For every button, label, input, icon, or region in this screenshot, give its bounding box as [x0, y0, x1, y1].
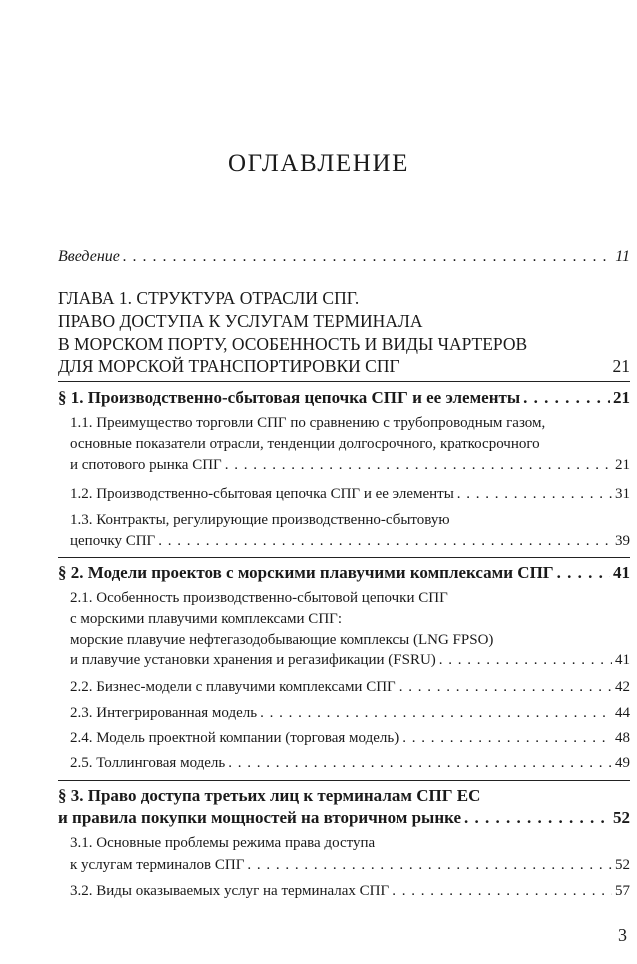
- toc-entry-page: 49: [615, 755, 630, 771]
- subsection-line: 1.2. Производственно-сбытовая цепочка СПГ и ее элементы: [70, 486, 454, 502]
- divider: [58, 557, 630, 558]
- chapter-title-line: В МОРСКОМ ПОРТУ, ОСОБЕННОСТЬ И ВИДЫ ЧАРТЕРОВ: [58, 334, 528, 354]
- leader-dots: [523, 388, 610, 408]
- subsection-line: и спотового рынка СПГ: [70, 457, 222, 473]
- toc-entry-chapter-1: [58, 356, 630, 377]
- subsection-line: к услугам терминалов СПГ: [70, 857, 245, 873]
- subsection-line: цепочку СПГ: [70, 533, 156, 549]
- toc-entry-page: 11: [615, 248, 630, 265]
- toc-entry-page: 48: [615, 730, 630, 746]
- section-title: § 1. Производственно-сбытовая цепочка СПГ и ее элементы: [58, 388, 521, 407]
- leader-dots: [260, 705, 612, 722]
- divider: [58, 381, 630, 382]
- subsection-line: 2.1. Особенность производственно-сбытовой цепочки СПГ: [70, 590, 448, 606]
- subsection-line: основные показатели отрасли, тенденции долгосрочного, краткосрочного: [70, 436, 540, 452]
- subsection-line: 2.2. Бизнес-модели с плавучими комплексами СПГ: [70, 679, 396, 695]
- toc-subsection-2-2: [70, 679, 630, 696]
- leader-dots: [158, 533, 612, 550]
- toc-subsection-1-3: [70, 533, 630, 550]
- subsection-line: 3.2. Виды оказываемых услуг на терминалах СПГ: [70, 883, 390, 899]
- toc-entry-page: 41: [615, 652, 630, 668]
- chapter-title-line: ДЛЯ МОРСКОЙ ТРАНСПОРТИРОВКИ СПГ: [58, 356, 400, 376]
- leader-dots: [247, 857, 612, 874]
- toc-entry-page: 57: [615, 883, 630, 899]
- toc-entry-page: 31: [615, 486, 630, 502]
- leader-dots: [225, 457, 612, 474]
- subsection-line: морские плавучие нефтегазодобывающие комплексы (LNG FPSO): [70, 632, 494, 648]
- toc-subsection-3-2: [70, 883, 630, 900]
- section-title: и правила покупки мощностей на вторичном рынке: [58, 808, 462, 827]
- chapter-title-line: ПРАВО ДОСТУПА К УСЛУГАМ ТЕРМИНАЛА: [58, 311, 423, 331]
- toc-entry-page: 41: [613, 563, 630, 582]
- toc-entry-page: 44: [615, 705, 630, 721]
- chapter-title-line: ГЛАВА 1. СТРУКТУРА ОТРАСЛИ СПГ.: [58, 288, 360, 308]
- toc-subsection-2-1: [70, 652, 630, 669]
- subsection-line: 1.3. Контракты, регулирующие производственно-сбытовую: [70, 512, 450, 528]
- toc-subsection-2-3: [70, 705, 630, 722]
- toc-entry-page: 21: [612, 356, 630, 376]
- leader-dots: [439, 652, 612, 669]
- leader-dots: [402, 730, 612, 747]
- toc-subsection-2-4: [70, 730, 630, 747]
- page-title: ОГЛАВЛЕНИЕ: [228, 150, 409, 177]
- leader-dots: [392, 883, 612, 900]
- toc-entry-page: 21: [613, 388, 630, 407]
- subsection-line: и плавучие установки хранения и регазификации (FSRU): [70, 652, 436, 668]
- leader-dots: [457, 486, 612, 503]
- leader-dots: [399, 679, 612, 696]
- leader-dots: [557, 563, 610, 583]
- toc-entry-page: 39: [615, 533, 630, 549]
- subsection-line: с морскими плавучими комплексами СПГ:: [70, 611, 342, 627]
- toc-section-2: [58, 563, 630, 583]
- page-number: 3: [618, 925, 627, 945]
- subsection-line: 2.5. Толлинговая модель: [70, 755, 226, 771]
- subsection-line: 3.1. Основные проблемы режима права доступа: [70, 835, 376, 851]
- subsection-line: 1.1. Преимущество торговли СПГ по сравнению с трубопроводным газом,: [70, 415, 546, 431]
- toc-subsection-1-1: [70, 457, 630, 474]
- toc-entry-page: 21: [615, 457, 630, 473]
- leader-dots: [464, 808, 610, 828]
- toc-subsection-2-5: [70, 755, 630, 772]
- leader-dots: [228, 755, 612, 772]
- section-title: § 3. Право доступа третьих лиц к терминалам СПГ ЕС: [58, 786, 481, 805]
- subsection-line: 2.4. Модель проектной компании (торговая модель): [70, 730, 400, 746]
- toc-entry-label: Введение: [58, 248, 120, 265]
- leader-dots: [123, 248, 612, 266]
- toc-entry-page: 42: [615, 679, 630, 695]
- divider: [58, 780, 630, 781]
- toc-entry-page: 52: [613, 808, 630, 827]
- toc-entry-intro: [58, 248, 630, 266]
- toc-subsection-1-2: [70, 486, 630, 503]
- subsection-line: 2.3. Интегрированная модель: [70, 705, 258, 721]
- toc-subsection-3-1: [70, 857, 630, 874]
- toc-entry-page: 52: [615, 857, 630, 873]
- toc-section-3: [58, 808, 630, 828]
- toc-section-1: [58, 388, 630, 408]
- section-title: § 2. Модели проектов с морскими плавучими комплексами СПГ: [58, 563, 554, 582]
